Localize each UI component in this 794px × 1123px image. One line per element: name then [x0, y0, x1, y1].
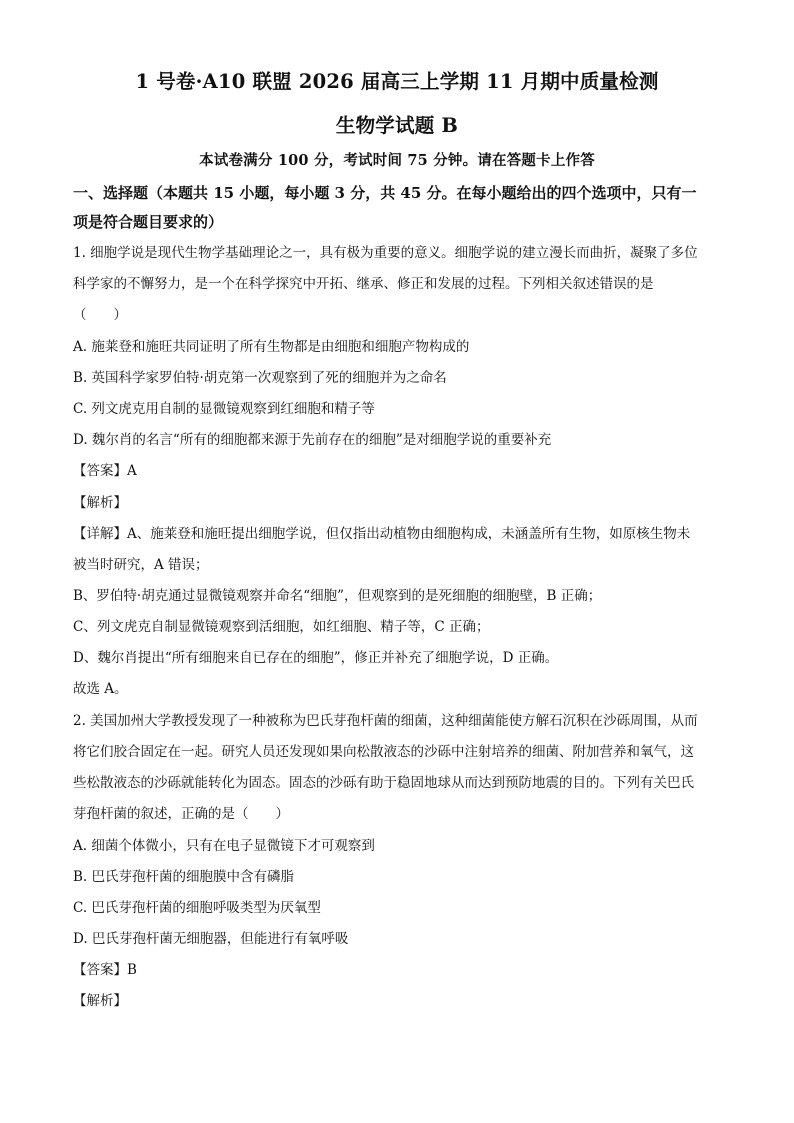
section-heading: 一、选择题（本题共 15 小题，每小题 3 分，共 45 分。在每小题给出的四个选项中，只有一	[73, 184, 697, 202]
q1-option-b: B. 英国科学家罗伯特·胡克第一次观察到了死的细胞并为之命名	[73, 370, 447, 386]
q2-option-a: A. 细菌个体微小，只有在电子显微镜下才可观察到	[73, 838, 375, 854]
q2-analysis-label: 【解析】	[73, 993, 127, 1009]
q1-answer: 【答案】A	[73, 463, 137, 479]
exam-info: 本试卷满分 100 分，考试时间 75 分钟。请在答题卡上作答	[199, 152, 595, 169]
q2-stem: 2. 美国加州大学教授发现了一种被称为巴氏芽孢杆菌的细菌，这种细菌能使方解石沉积在沙砾周围，从而	[73, 713, 698, 729]
q1-option-c: C. 列文虎克用自制的显微镜观察到红细胞和精子等	[73, 401, 375, 417]
q2-option-d: D. 巴氏芽孢杆菌无细胞器，但能进行有氧呼吸	[73, 931, 349, 947]
exam-subtitle: 生物学试题 B	[335, 114, 459, 137]
q2-stem-cont-3: 芽孢杆菌的叙述，正确的是（ ）	[73, 806, 289, 822]
q1-option-a: A. 施莱登和施旺共同证明了所有生物都是由细胞和细胞产物构成的	[73, 339, 470, 355]
q1-detail: 【详解】A、施莱登和施旺提出细胞学说，但仅指出动植物由细胞构成，未涵盖所有生物，如原核生物未	[73, 526, 691, 542]
q1-analysis-label: 【解析】	[73, 495, 127, 511]
q1-option-d: D. 魏尔肖的名言“所有的细胞都来源于先前存在的细胞”是对细胞学说的重要补充	[73, 432, 552, 448]
q1-detail-cont: 被当时研究，A 错误；	[73, 557, 209, 573]
section-heading-cont: 项是符合题目要求的）	[73, 213, 224, 231]
q1-stem: 1. 细胞学说是现代生物学基础理论之一，具有极为重要的意义。细胞学说的建立漫长而曲折，凝聚了多位	[73, 245, 698, 261]
q1-stem-cont: 科学家的不懈努力，是一个在科学探究中开拓、继承、修正和发展的过程。下列相关叙述错误的是	[73, 276, 654, 292]
q2-option-c: C. 巴氏芽孢杆菌的细胞呼吸类型为厌氧型	[73, 900, 321, 916]
q2-stem-cont-1: 将它们胶合固定在一起。研究人员还发现如果向松散液态的沙砾中注射培养的细菌、附加营养和氧气，这	[73, 744, 694, 760]
q1-conclusion: 故选 A。	[73, 681, 128, 697]
q2-stem-cont-2: 些松散液态的沙砾就能转化为固态。固态的沙砾有助于稳固地球从而达到预防地震的目的。下列有关巴氏	[73, 775, 694, 791]
q1-detail-b: B、罗伯特·胡克通过显微镜观察并命名“细胞”，但观察到的是死细胞的细胞壁，B 正确；	[73, 588, 602, 604]
q2-option-b: B. 巴氏芽孢杆菌的细胞膜中含有磷脂	[73, 869, 295, 885]
q1-blank: （ ）	[73, 307, 127, 323]
q2-answer: 【答案】B	[73, 962, 137, 978]
exam-title: 1 号卷·A10 联盟 2026 届高三上学期 11 月期中质量检测	[135, 70, 659, 93]
q1-detail-c: C、列文虎克自制显微镜观察到活细胞，如红细胞、精子等，C 正确；	[73, 619, 490, 635]
q1-detail-d: D、魏尔肖提出“所有细胞来自已存在的细胞”，修正并补充了细胞学说，D 正确。	[73, 650, 559, 666]
